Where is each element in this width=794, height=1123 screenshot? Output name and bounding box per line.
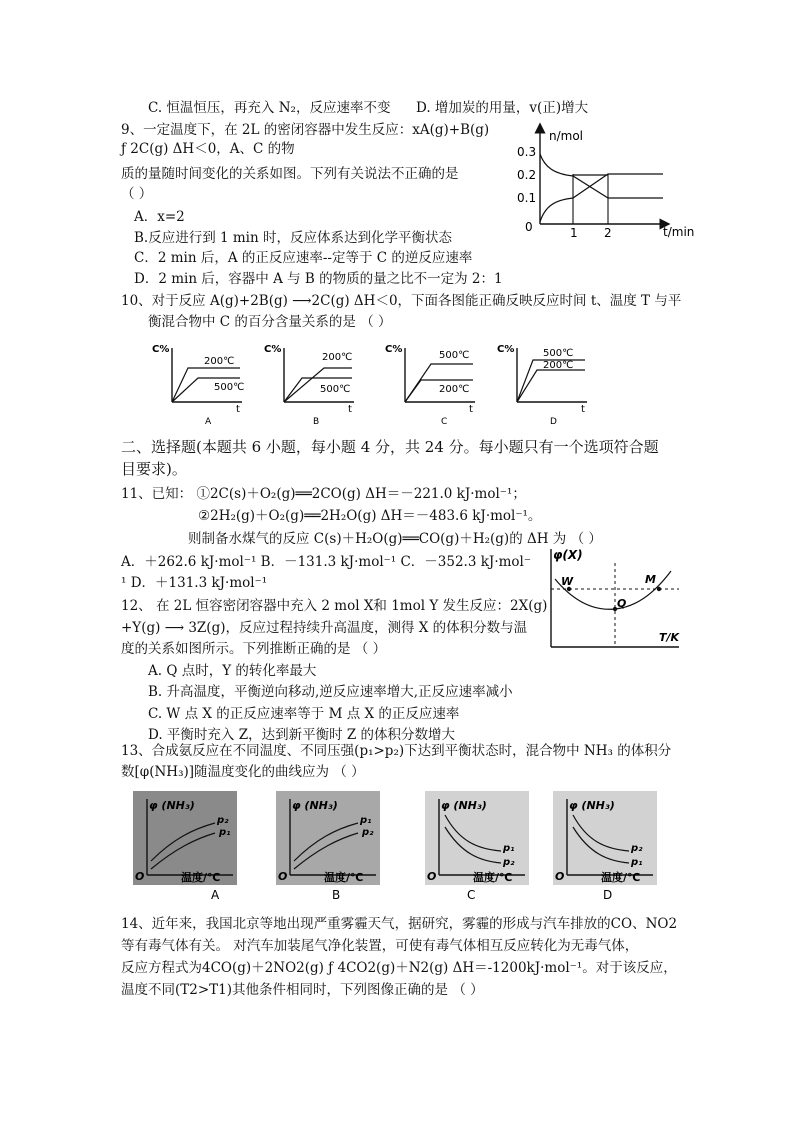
- q12-line: +Y(g) ⟶ 3Z(g)，反应过程持续升高温度，测得 X 的体积分数与温: [121, 620, 528, 636]
- q11-line: ②2H₂(g)＋O₂(g)══2H₂O(g) ΔH＝－483.6 kJ·mol⁻¹。: [198, 508, 542, 524]
- q10-d-upper-label: 500℃: [543, 348, 574, 359]
- q10-chart-b: [262, 340, 362, 430]
- q9-paren: （ ）: [121, 186, 153, 202]
- q13-chart-c: [425, 791, 531, 901]
- q13-b-letter: B: [332, 888, 341, 902]
- q12-option-c: C. W 点 X 的正反应速率等于 M 点 X 的正反应速率: [148, 706, 460, 722]
- q9-stem: 质的量随时间变化的关系如图。下列有关说法不正确的是: [121, 166, 459, 182]
- q13-a-xlabel: 温度/℃: [181, 871, 221, 884]
- q10-c-upper-curve: [405, 364, 473, 402]
- q10-c-xlabel: t: [469, 404, 473, 415]
- q13-line: 13、合成氨反应在不同温度、不同压强(p₁>p₂)下达到平衡状态时，混合物中 NH₃ 的体积分: [121, 743, 672, 759]
- q12-point-w: W: [561, 575, 574, 588]
- q10-c-ylabel: C%: [385, 344, 403, 355]
- q10-a-xlabel: t: [236, 404, 240, 415]
- q9-option-c: C．2 min 后，A 的正反应速率--定等于 C 的逆反应速率: [134, 250, 473, 266]
- q13-d-ylabel: φ (NH₃): [569, 799, 615, 812]
- q12-option-a: A. Q 点时，Y 的转化率最大: [148, 663, 317, 679]
- q11-options: ¹ D．＋131.3 kJ·mol⁻¹: [121, 575, 268, 591]
- q10-b-letter: B: [313, 417, 320, 427]
- q10-b-xlabel: t: [348, 404, 352, 415]
- q10-chart-a: [150, 340, 250, 430]
- q12-point-m: M: [645, 573, 656, 586]
- q12-point-q: Q: [617, 597, 627, 610]
- option-d-top: D. 增加炭的用量，v(正)增大: [416, 100, 589, 116]
- q13-d-xlabel: 温度/℃: [601, 871, 641, 884]
- q9-stem: 9、一定温度下，在 2L 的密闭容器中发生反应：xA(g)+B(g): [121, 122, 490, 138]
- q13-c-upper-label: p₁: [503, 843, 515, 854]
- q13-c-lower-label: p₂: [503, 857, 515, 868]
- q14-line: 温度不同(T2>T1)其他条件相同时，下列图像正确的是 （ ）: [121, 982, 484, 998]
- q13-a-letter: A: [211, 888, 220, 902]
- q9-ytick-01: 0.1: [517, 191, 537, 205]
- q10-stem: 衡混合物中 C 的百分含量关系的是 （ ）: [148, 314, 392, 330]
- q13-b-origin: O: [278, 870, 288, 883]
- q11-line: 11、已知： ①2C(s)＋O₂(g)══2CO(g) ΔH＝－221.0 kJ·mol⁻¹；: [121, 486, 526, 502]
- q13-chart-a: [133, 791, 239, 901]
- q10-a-upper-label: 200℃: [204, 356, 235, 367]
- q13-b-upper-label: p₁: [360, 815, 372, 826]
- q13-d-origin: O: [555, 870, 565, 883]
- q13-d-lower-label: p₁: [631, 857, 643, 868]
- q9-curve-a: [540, 154, 663, 198]
- q10-a-ylabel: C%: [152, 344, 170, 355]
- q10-b-lower-label: 500℃: [320, 384, 351, 395]
- q12-ylabel: φ(X): [553, 548, 583, 562]
- q9-option-a: A．x=2: [134, 209, 185, 225]
- q10-c-letter: C: [441, 417, 448, 427]
- q9-option-d: D．2 min 后，容器中 A 与 B 的物质的量之比不一定为 2：1: [134, 271, 503, 287]
- q9-ytick-03: 0.3: [517, 145, 537, 159]
- q10-stem: 10、对于反应 A(g)+2B(g) ⟶2C(g) ΔH＜0，下面各图能正确反映反应时间 t、温度 T 与平: [121, 293, 682, 309]
- section2-title: 目要求)。: [121, 460, 187, 478]
- q9-graph: [515, 122, 695, 242]
- q12-xlabel: T/K: [659, 631, 680, 644]
- q13-chart-d: [553, 791, 659, 901]
- q13-a-upper-label: p₂: [217, 815, 229, 826]
- q12-option-d: D. 平衡时充入 Z，达到新平衡时 Z 的体积分数增大: [148, 727, 456, 743]
- q10-a-letter: A: [205, 417, 212, 427]
- q10-d-xlabel: t: [581, 404, 585, 415]
- section2-title: 二、选择题(本题共 6 小题，每小题 4 分，共 24 分。每小题只有一个选项符合题: [121, 438, 659, 456]
- q13-b-xlabel: 温度/℃: [324, 871, 364, 884]
- q11-line: 则制备水煤气的反应 C(s)＋H₂O(g)══CO(g)＋H₂(g)的 ΔH 为 （ ）: [188, 531, 602, 547]
- q13-c-letter: C: [467, 888, 476, 902]
- q9-xlabel: t/min: [663, 225, 695, 239]
- q13-c-origin: O: [427, 870, 437, 883]
- q13-c-xlabel: 温度/℃: [473, 871, 513, 884]
- q10-d-letter: D: [550, 417, 557, 427]
- q13-line: 数[φ(NH₃)]随温度变化的曲线应为 （ ）: [121, 764, 365, 780]
- q13-a-ylabel: φ (NH₃): [149, 799, 195, 812]
- q9-option-b: B.反应进行到 1 min 时，反应体系达到化学平衡状态: [134, 230, 452, 246]
- q10-d-lower-label: 200℃: [543, 360, 574, 371]
- q10-chart-d: [495, 340, 595, 430]
- q12-line: 12、 在 2L 恒容密闭容器中充入 2 mol X和 1mol Y 发生反应：2X(g): [121, 598, 548, 614]
- option-c-top: C. 恒温恒压，再充入 N₂，反应速率不变: [148, 100, 391, 116]
- q9-ylabel: n/mol: [549, 129, 584, 143]
- q10-d-ylabel: C%: [497, 344, 515, 355]
- q9-origin: 0: [525, 220, 533, 234]
- q13-a-origin: O: [135, 870, 145, 883]
- q13-c-ylabel: φ (NH₃): [441, 799, 487, 812]
- q11-options: A．＋262.6 kJ·mol⁻¹ B．－131.3 kJ·mol⁻¹ C．－352.3 kJ·mol⁻: [121, 554, 531, 570]
- q13-chart-b: [276, 791, 382, 901]
- q12-graph: [545, 545, 685, 655]
- q14-line: 14、近年来，我国北京等地出现严重雾霾天气，据研究，雾霾的形成与汽车排放的CO、NO2: [121, 916, 678, 932]
- q12-line: 度的关系如图所示。下列推断正确的是 （ ）: [121, 641, 387, 657]
- q13-b-lower-label: p₂: [362, 827, 374, 838]
- q13-a-lower-label: p₁: [219, 827, 231, 838]
- q9-ytick-02: 0.2: [517, 168, 537, 182]
- q13-d-letter: D: [603, 888, 613, 902]
- q10-c-upper-label: 500℃: [439, 350, 470, 361]
- q10-chart-c: [383, 340, 483, 430]
- q9-stem: ƒ 2C(g) ΔH＜0，A、C 的物: [121, 141, 295, 157]
- q10-b-ylabel: C%: [264, 344, 282, 355]
- q13-d-upper-label: p₂: [631, 843, 643, 854]
- q12-option-b: B. 升高温度，平衡逆向移动,逆反应速率增大,正反应速率减小: [148, 684, 513, 700]
- q13-b-ylabel: φ (NH₃): [292, 799, 338, 812]
- q14-line: 反应方程式为4CO(g)＋2NO2(g) ƒ 4CO2(g)＋N2(g) ΔH＝-1200kJ·mol⁻¹。对于该反应，: [121, 960, 677, 976]
- q10-b-upper-label: 200℃: [322, 352, 353, 363]
- q10-a-lower-label: 500℃: [214, 382, 245, 393]
- q14-line: 等有毒气体有关。 对汽车加装尾气净化装置，可使有毒气体相互反应转化为无毒气体，: [121, 938, 639, 954]
- q10-c-lower-label: 200℃: [439, 384, 470, 395]
- q9-xtick-2: 2: [604, 226, 612, 240]
- q9-xtick-1: 1: [570, 226, 578, 240]
